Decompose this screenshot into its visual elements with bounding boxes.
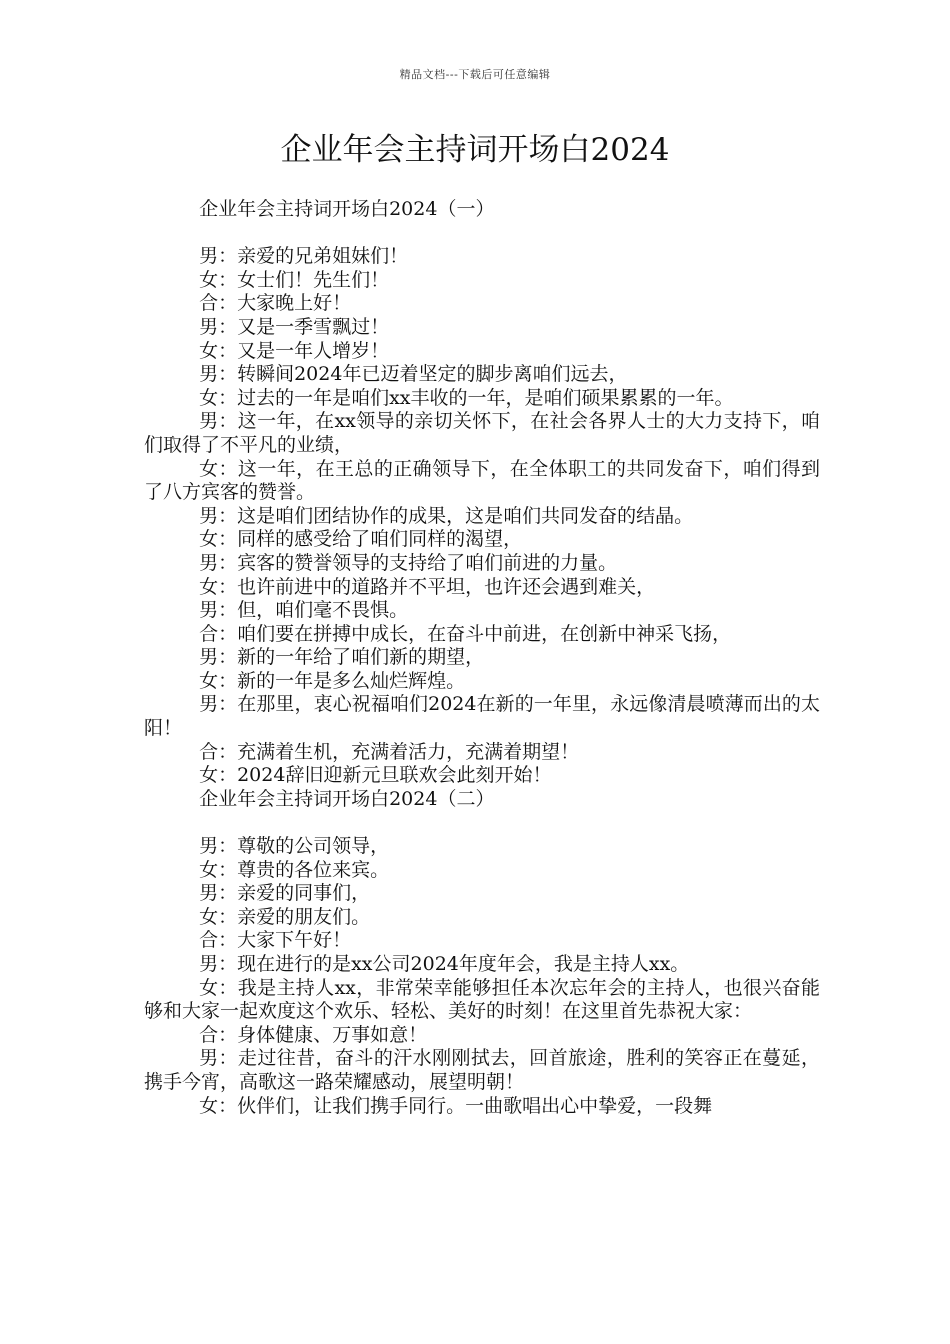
dialogue-line: 合：咱们要在拼搏中成长，在奋斗中前进，在创新中神采飞扬，	[199, 622, 732, 645]
dialogue-line: 女：同样的感受给了咱们同样的渴望，	[199, 528, 523, 551]
dialogue-line: 合：充满着生机，充满着活力，充满着期望！	[199, 740, 580, 763]
dialogue-line: 女：尊贵的各位来宾。	[199, 858, 390, 881]
document-title: 企业年会主持词开场白2024	[280, 132, 670, 168]
section-heading: 企业年会主持词开场白2024（二）	[199, 787, 495, 810]
dialogue-line: 男：现在进行的是xx公司2024年度年会，我是主持人xx。	[199, 953, 690, 975]
dialogue-line: 女：亲爱的朋友们。	[199, 905, 371, 928]
document-body	[144, 198, 820, 1118]
dialogue-line: 女：新的一年是多么灿烂辉煌。	[199, 669, 466, 692]
dialogue-line: 男：在那里，衷心祝福咱们2024在新的一年里，永远像清晨喷薄而出的太阳！	[144, 693, 820, 740]
dialogue-line: 男：又是一季雪飘过！	[199, 315, 390, 338]
dialogue-line: 男：转瞬间2024年已迈着坚定的脚步离咱们远去，	[199, 363, 628, 386]
dialogue-line: 合：大家下午好！	[199, 929, 352, 952]
dialogue-line: 男：宾客的赞誉领导的支持给了咱们前进的力量。	[199, 551, 618, 574]
dialogue-line: 女：又是一年人增岁！	[199, 339, 390, 362]
dialogue-line: 女：女士们！先生们！	[199, 268, 390, 291]
dialogue-line: 女：2024辞旧迎新元旦联欢会此刻开始！	[199, 764, 552, 787]
dialogue-line: 男：尊敬的公司领导，	[199, 835, 390, 858]
dialogue-line: 女：也许前进中的道路并不平坦，也许还会遇到难关，	[199, 575, 656, 598]
dialogue-line: 男：新的一年给了咱们新的期望，	[199, 646, 485, 669]
dialogue-line: 男：走过往昔，奋斗的汗水刚刚拭去，回首旅途，胜利的笑容正在蔓延，携手今宵，高歌这一路荣耀感动，展望明朝！	[144, 1047, 820, 1093]
dialogue-line: 男：但，咱们毫不畏惧。	[199, 599, 409, 622]
dialogue-line: 男：亲爱的同事们，	[199, 882, 371, 905]
dialogue-line: 女：伙伴们，让我们携手同行。一曲歌唱出心中挚爱，一段舞	[199, 1094, 713, 1117]
dialogue-line: 合：身体健康、万事如意！	[199, 1023, 428, 1046]
section-heading: 企业年会主持词开场白2024（一）	[199, 198, 495, 220]
dialogue-line: 男：这是咱们团结协作的成果，这是咱们共同发奋的结晶。	[199, 504, 694, 527]
dialogue-line: 合：大家晚上好！	[199, 292, 352, 315]
dialogue-line: 女：这一年，在王总的正确领导下，在全体职工的共同发奋下，咱们得到了八方宾客的赞誉。	[144, 457, 820, 504]
dialogue-line: 女：过去的一年是咱们xx丰收的一年，是咱们硕果累累的一年。	[199, 386, 734, 409]
dialogue-line: 男：这一年，在xx领导的亲切关怀下，在社会各界人士的大力支持下，咱们取得了不平凡的业绩，	[144, 410, 820, 456]
header-note: 精品文档---下载后可任意编辑	[399, 68, 551, 81]
dialogue-line: 女：我是主持人xx，非常荣幸能够担任本次忘年会的主持人，也很兴奋能够和大家一起欢度这个欢乐、轻松、美好的时刻！在这里首先恭祝大家：	[144, 976, 820, 1023]
dialogue-line: 男：亲爱的兄弟姐妹们！	[199, 245, 409, 268]
